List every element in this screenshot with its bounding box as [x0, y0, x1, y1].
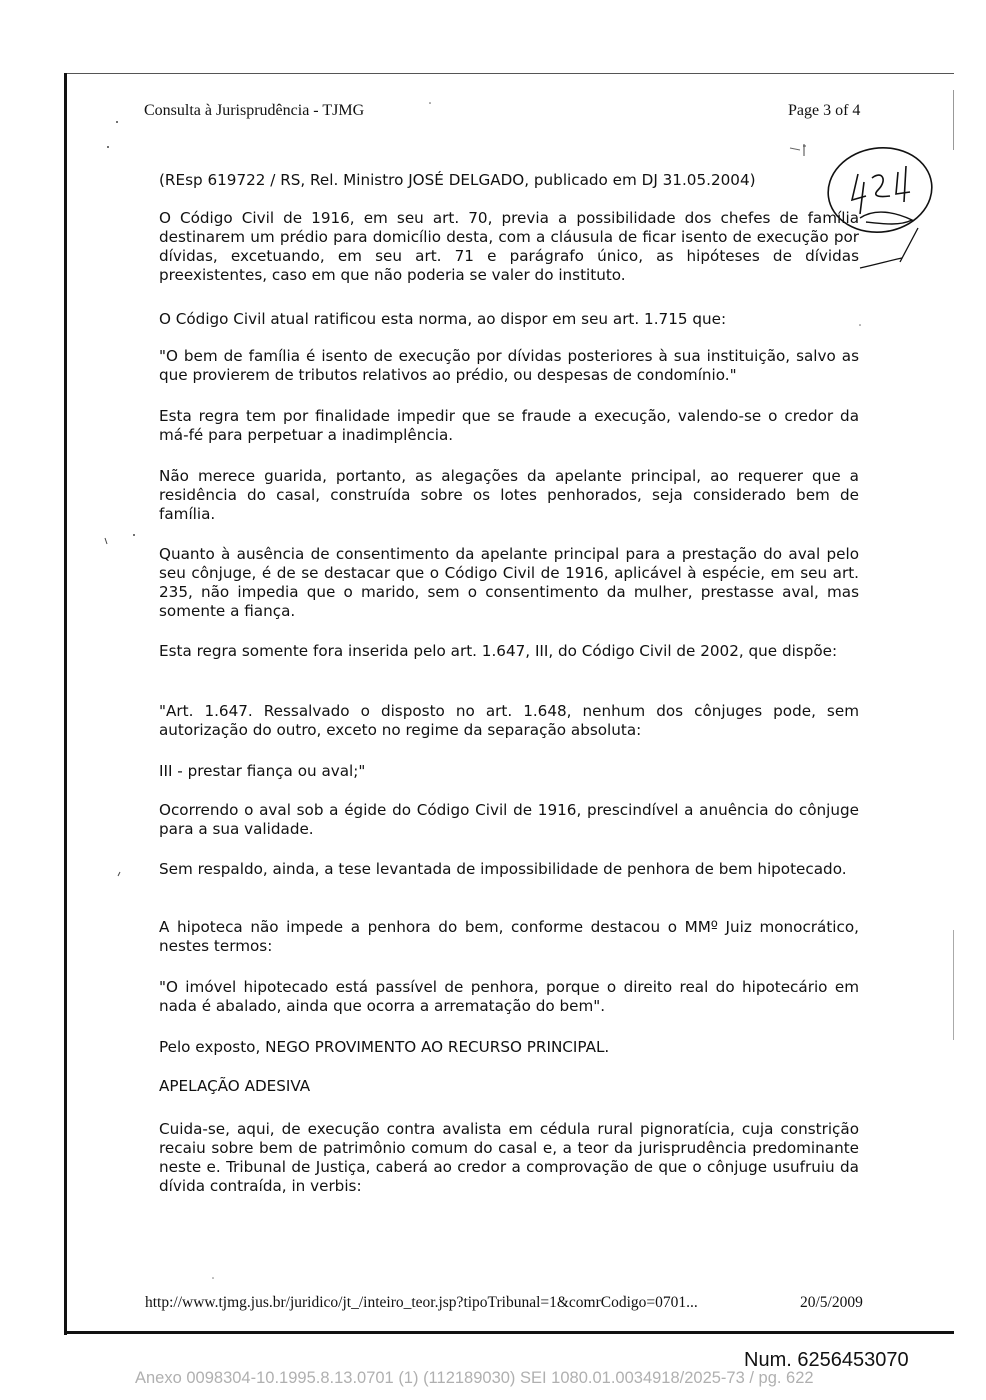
paragraph: Quanto à ausência de consentimento da apelante principal para a prestação do aval pelo seu cônjuge, é de se destacar que o Código Civil de 1916, aplicável à espécie, em seu art. 235, não impedia que o marido, sem o consentimento da mulher, prestasse aval, mas somente a fiança. [159, 545, 859, 620]
paragraph: Ocorrendo o aval sob a égide do Código Civil de 1916, prescindível a anuência do cônjuge para a sua validade. [159, 801, 859, 838]
paragraph-quote: III - prestar fiança ou aval;" [159, 762, 366, 780]
scan-border-top [66, 73, 954, 74]
scan-border-bottom [64, 1331, 954, 1334]
annex-watermark: Anexo 0098304-10.1995.8.13.0701 (1) (112189030) SEI 1080.01.0034918/2025-73 / pg. 622 [135, 1369, 814, 1387]
paragraph: Esta regra tem por finalidade impedir que se fraude a execução, valendo-se o credor da má-fé para perpetuar a inadimplência. [159, 407, 859, 444]
paragraph-quote: "O imóvel hipotecado está passível de penhora, porque o direito real do hipotecário em nada é abalado, ainda que ocorra a arrematação do bem". [159, 978, 859, 1015]
paragraph-quote: "Art. 1.647. Ressalvado o disposto no art. 1.648, nenhum dos cônjuges pode, sem autorização do outro, exceto no regime da separação absoluta: [159, 702, 859, 739]
paragraph: A hipoteca não impede a penhora do bem, conforme destacou o MMº Juiz monocrático, nestes termos: [159, 918, 859, 955]
paragraph-conclusion: Pelo exposto, NEGO PROVIMENTO AO RECURSO PRINCIPAL. [159, 1038, 610, 1056]
paragraph-citation: (REsp 619722 / RS, Rel. Ministro JOSÉ DELGADO, publicado em DJ 31.05.2004) [159, 171, 756, 189]
document-number-stamp: Num. 6256453070 [744, 1349, 909, 1371]
scan-mark-right [953, 930, 954, 1040]
paragraph: Sem respaldo, ainda, a tese levantada de impossibilidade de penhora de bem hipotecado. [159, 860, 847, 878]
section-heading: APELAÇÃO ADESIVA [159, 1077, 311, 1095]
scan-mark-right [953, 90, 954, 150]
paragraph: Cuida-se, aqui, de execução contra avalista em cédula rural pignoratícia, cuja constrição recaiu sobre bem de patrimônio comum do casal e, a teor da jurisprudência predominante neste e. Tribunal de Justiça, caberá ao credor a comprovação de que o cônjuge usufruiu da dívida contraída, in verbis: [159, 1120, 859, 1195]
paragraph: O Código Civil de 1916, em seu art. 70, previa a possibilidade dos chefes de família destinarem um prédio para domicílio desta, com a cláusula de ficar isento de execução por dívidas, excetuando, em seu art. 71 e parágrafo único, as hipóteses de dívidas preexistentes, caso em que não poderia se valer do instituto. [159, 209, 859, 284]
paragraph: Não merece guarida, portanto, as alegações da apelante principal, ao requerer que a residência do casal, construída sobre os lotes penhorados, seja considerado bem de família. [159, 467, 859, 523]
scan-border-left [64, 73, 67, 1335]
footer-date: 20/5/2009 [800, 1294, 863, 1311]
page-header-number: Page 3 of 4 [788, 102, 861, 119]
paragraph: O Código Civil atual ratificou esta norma, ao dispor em seu art. 1.715 que: [159, 310, 727, 328]
paragraph: Esta regra somente fora inserida pelo art. 1.647, III, do Código Civil de 2002, que dispõe: [159, 642, 838, 660]
paragraph-quote: "O bem de família é isento de execução por dívidas posteriores à sua instituição, salvo as que provierem de tributos relativos ao prédio, ou despesas de condomínio." [159, 347, 859, 384]
footer-url: http://www.tjmg.jus.br/juridico/jt_/inteiro_teor.jsp?tipoTribunal=1&comrCodigo=0701... [145, 1294, 698, 1311]
page-header-title: Consulta à Jurisprudência - TJMG [144, 102, 365, 119]
